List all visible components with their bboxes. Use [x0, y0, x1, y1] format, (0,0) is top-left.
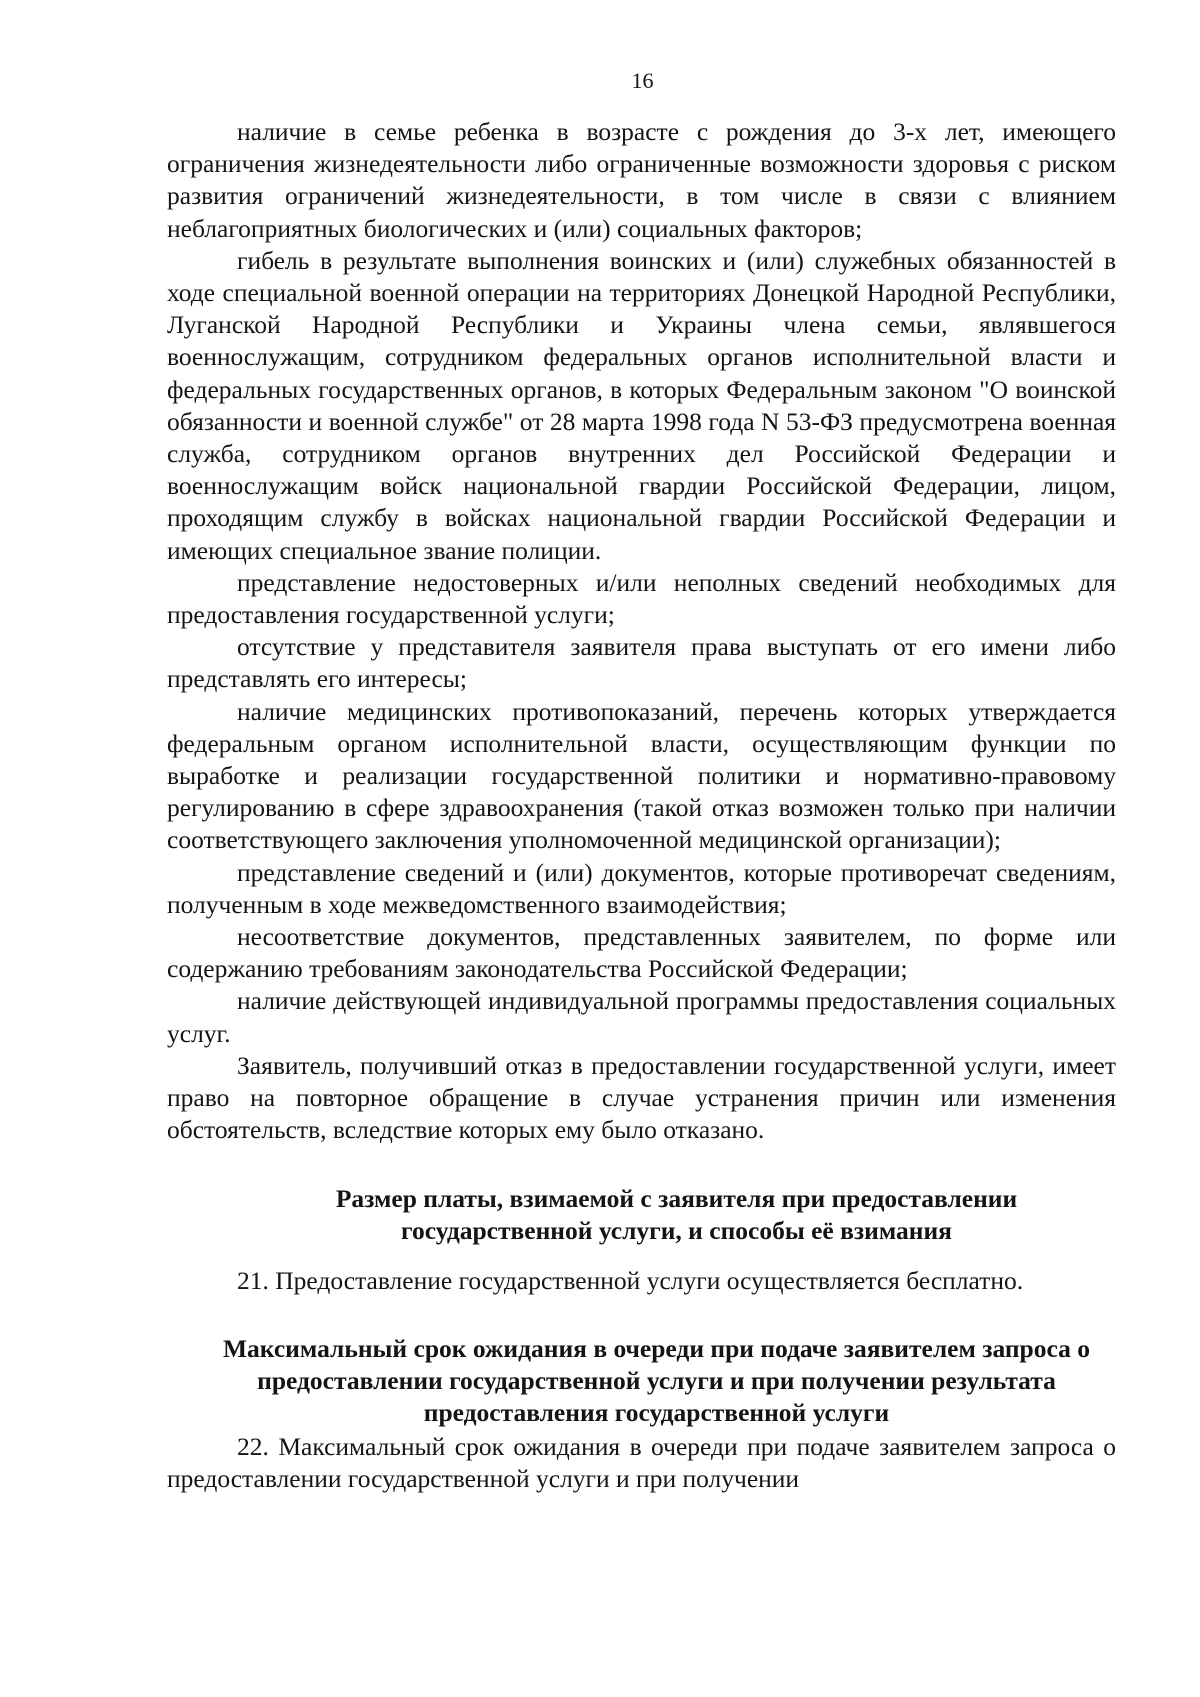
- paragraph-22: 22. Максимальный срок ожидания в очереди при подаче заявителем запроса о предоставлении государственной услуги и при получении: [167, 1431, 1116, 1493]
- paragraph-21: 21. Предоставление государственной услуги осуществляется бесплатно.: [237, 1265, 1024, 1295]
- paragraph-family-member-death: гибель в результате выполнения воинских и (или) служебных обязанностей в ходе специальной военной операции на территориях Донецкой Народной Республики, Луганской Народной Республики и Украины члена семьи, являвшегося военнослужащим, сотрудником федеральных органов исполнительной власти и федеральных государственных органов, в которых Федеральным законом "О воинской обязанности и военной службе" от 28 марта 1998 года N 53-ФЗ предусмотрена военная служба, сотрудником органов внутренних дел Российской Федерации и военнослужащим войск национальной гвардии Российской Федерации, лицом, проходящим службу в войсках национальной гвардии Российской Федерации и имеющих специальное звание полиции.: [167, 245, 1116, 565]
- section-heading-waiting-time: Максимальный срок ожидания в очереди при подаче заявителем запроса о предоставлении государственной услуги и при получении результата предоставления государственной услуги: [222, 1333, 1090, 1427]
- paragraph-medical-contraindications: наличие медицинских противопоказаний, перечень которых утверждается федеральным органом исполнительной власти, осуществляющим функции по выработке и реализации государственной политики и нормативно-правовому регулированию в сфере здравоохранения (такой отказ возможен только при наличии соответствующего заключения уполномоченной медицинской организации);: [167, 696, 1116, 855]
- paragraph-child-disability: наличие в семье ребенка в возрасте с рождения до 3-х лет, имеющего ограничения жизнедеятельности либо ограниченные возможности здоровья с риском развития ограничений жизнедеятельности, в том числе в связи с влиянием неблагоприятных биологических и (или) социальных факторов;: [167, 117, 1116, 243]
- section-heading-fee: Размер платы, взимаемой с заявителя при предоставлении государственной услуги, и способы её взимания: [335, 1183, 1018, 1245]
- paragraph-individual-program: наличие действующей индивидуальной программы предоставления социальных услуг.: [167, 986, 1116, 1048]
- page-number: 16: [631, 68, 654, 93]
- paragraph-reapplication-right: Заявитель, получивший отказ в предоставлении государственной услуги, имеет право на повторное обращение в случае устранения причин или изменения обстоятельств, вследствие которых ему было отказано.: [167, 1050, 1116, 1145]
- paragraph-representative-rights: отсутствие у представителя заявителя права выступать от его имени либо представлять его интересы;: [167, 632, 1116, 694]
- paragraph-document-nonconformity: несоответствие документов, представленных заявителем, по форме или содержанию требованиям законодательства Российской Федерации;: [167, 922, 1116, 984]
- document-body: [167, 116, 1116, 1495]
- paragraph-false-information: представление недостоверных и/или неполных сведений необходимых для предоставления государственной услуги;: [167, 567, 1116, 630]
- paragraph-conflicting-documents: представление сведений и (или) документов, которые противоречат сведениям, полученным в ходе межведомственного взаимодействия;: [167, 857, 1116, 919]
